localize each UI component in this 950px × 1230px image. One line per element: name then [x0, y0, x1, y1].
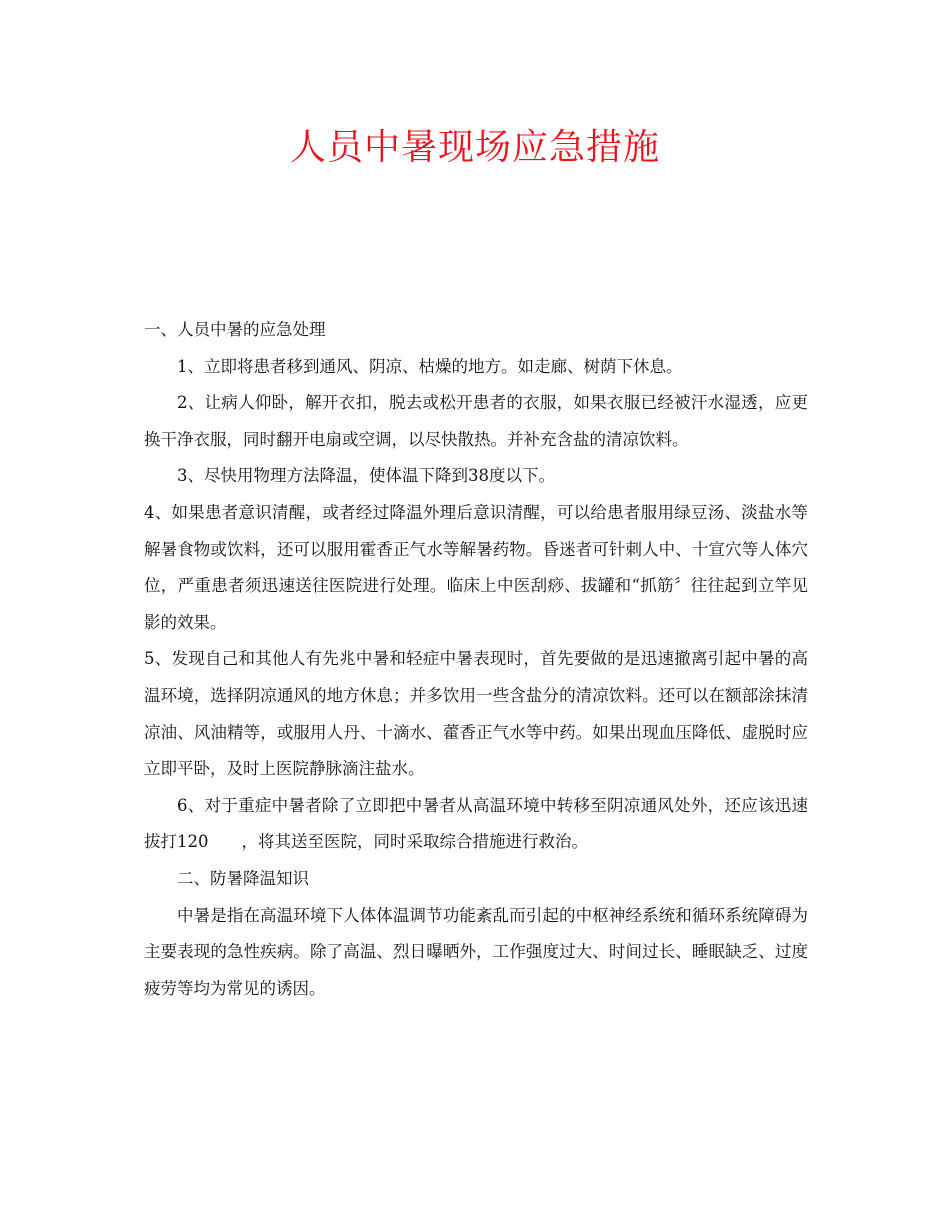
section-2-heading: 二、防暑降温知识 — [177, 868, 309, 888]
list-item-4: 4、如果患者意识清醒，或者经过降温外理后意识清醒，可以给患者服用绿豆汤、淡盐水等解暑食物或饮料，还可以服用霍香正气水等解暑药物。昏迷者可针刺人中、十宣穴等人体穴位，严重患者须迅速送往医院进行处理。临床上中医刮痧、拔罐和“抓筋〞往往起到立竿见影的效果。 — [144, 502, 808, 632]
document-body — [144, 312, 808, 1007]
list-item-3: 3、尽快用物理方法降温，使体温下降到38度以下。 — [177, 466, 555, 486]
list-item-2: 2、让病人仰卧，解开衣扣，脱去或松开患者的衣服，如果衣服已经被汗水湿透，应更换干净衣服，同时翻开电扇或空调，以尽快散热。并补充含盐的清凉饮料。 — [144, 393, 808, 449]
section-2-body: 中暑是指在高温环境下人体体温调节功能紊乱而引起的中枢神经系统和循环系统障碍为主要表现的急性疾病。除了高温、烈日曝晒外，工作强度过大、时间过长、睡眠缺乏、过度疲劳等均为常见的诱因。 — [144, 905, 808, 998]
list-item-5: 5、发现自己和其他人有先兆中暑和轻症中暑表现时，首先要做的是迅速撤离引起中暑的高温环境，选择阴凉通风的地方休息；并多饮用一些含盐分的清凉饮料。还可以在额部涂抹清凉油、风油精等，或服用人丹、十滴水、藿香正气水等中药。如果出现血压降低、虚脱时应立即平卧，及时上医院静脉滴注盐水。 — [144, 649, 808, 779]
list-item-6: 6、对于重症中暑者除了立即把中暑者从高温环境中转移至阴凉通风处外，还应该迅速拔打120 ，将其送至医院，同时采取综合措施进行救治。 — [144, 795, 808, 852]
section-1-heading: 一、人员中暑的应急处理 — [144, 320, 326, 339]
list-item-1: 1、立即将患者移到通风、阴凉、枯燥的地方。如走廊、树荫下休息。 — [177, 356, 683, 376]
document-title: 人员中暑现场应急措施 — [289, 127, 660, 168]
